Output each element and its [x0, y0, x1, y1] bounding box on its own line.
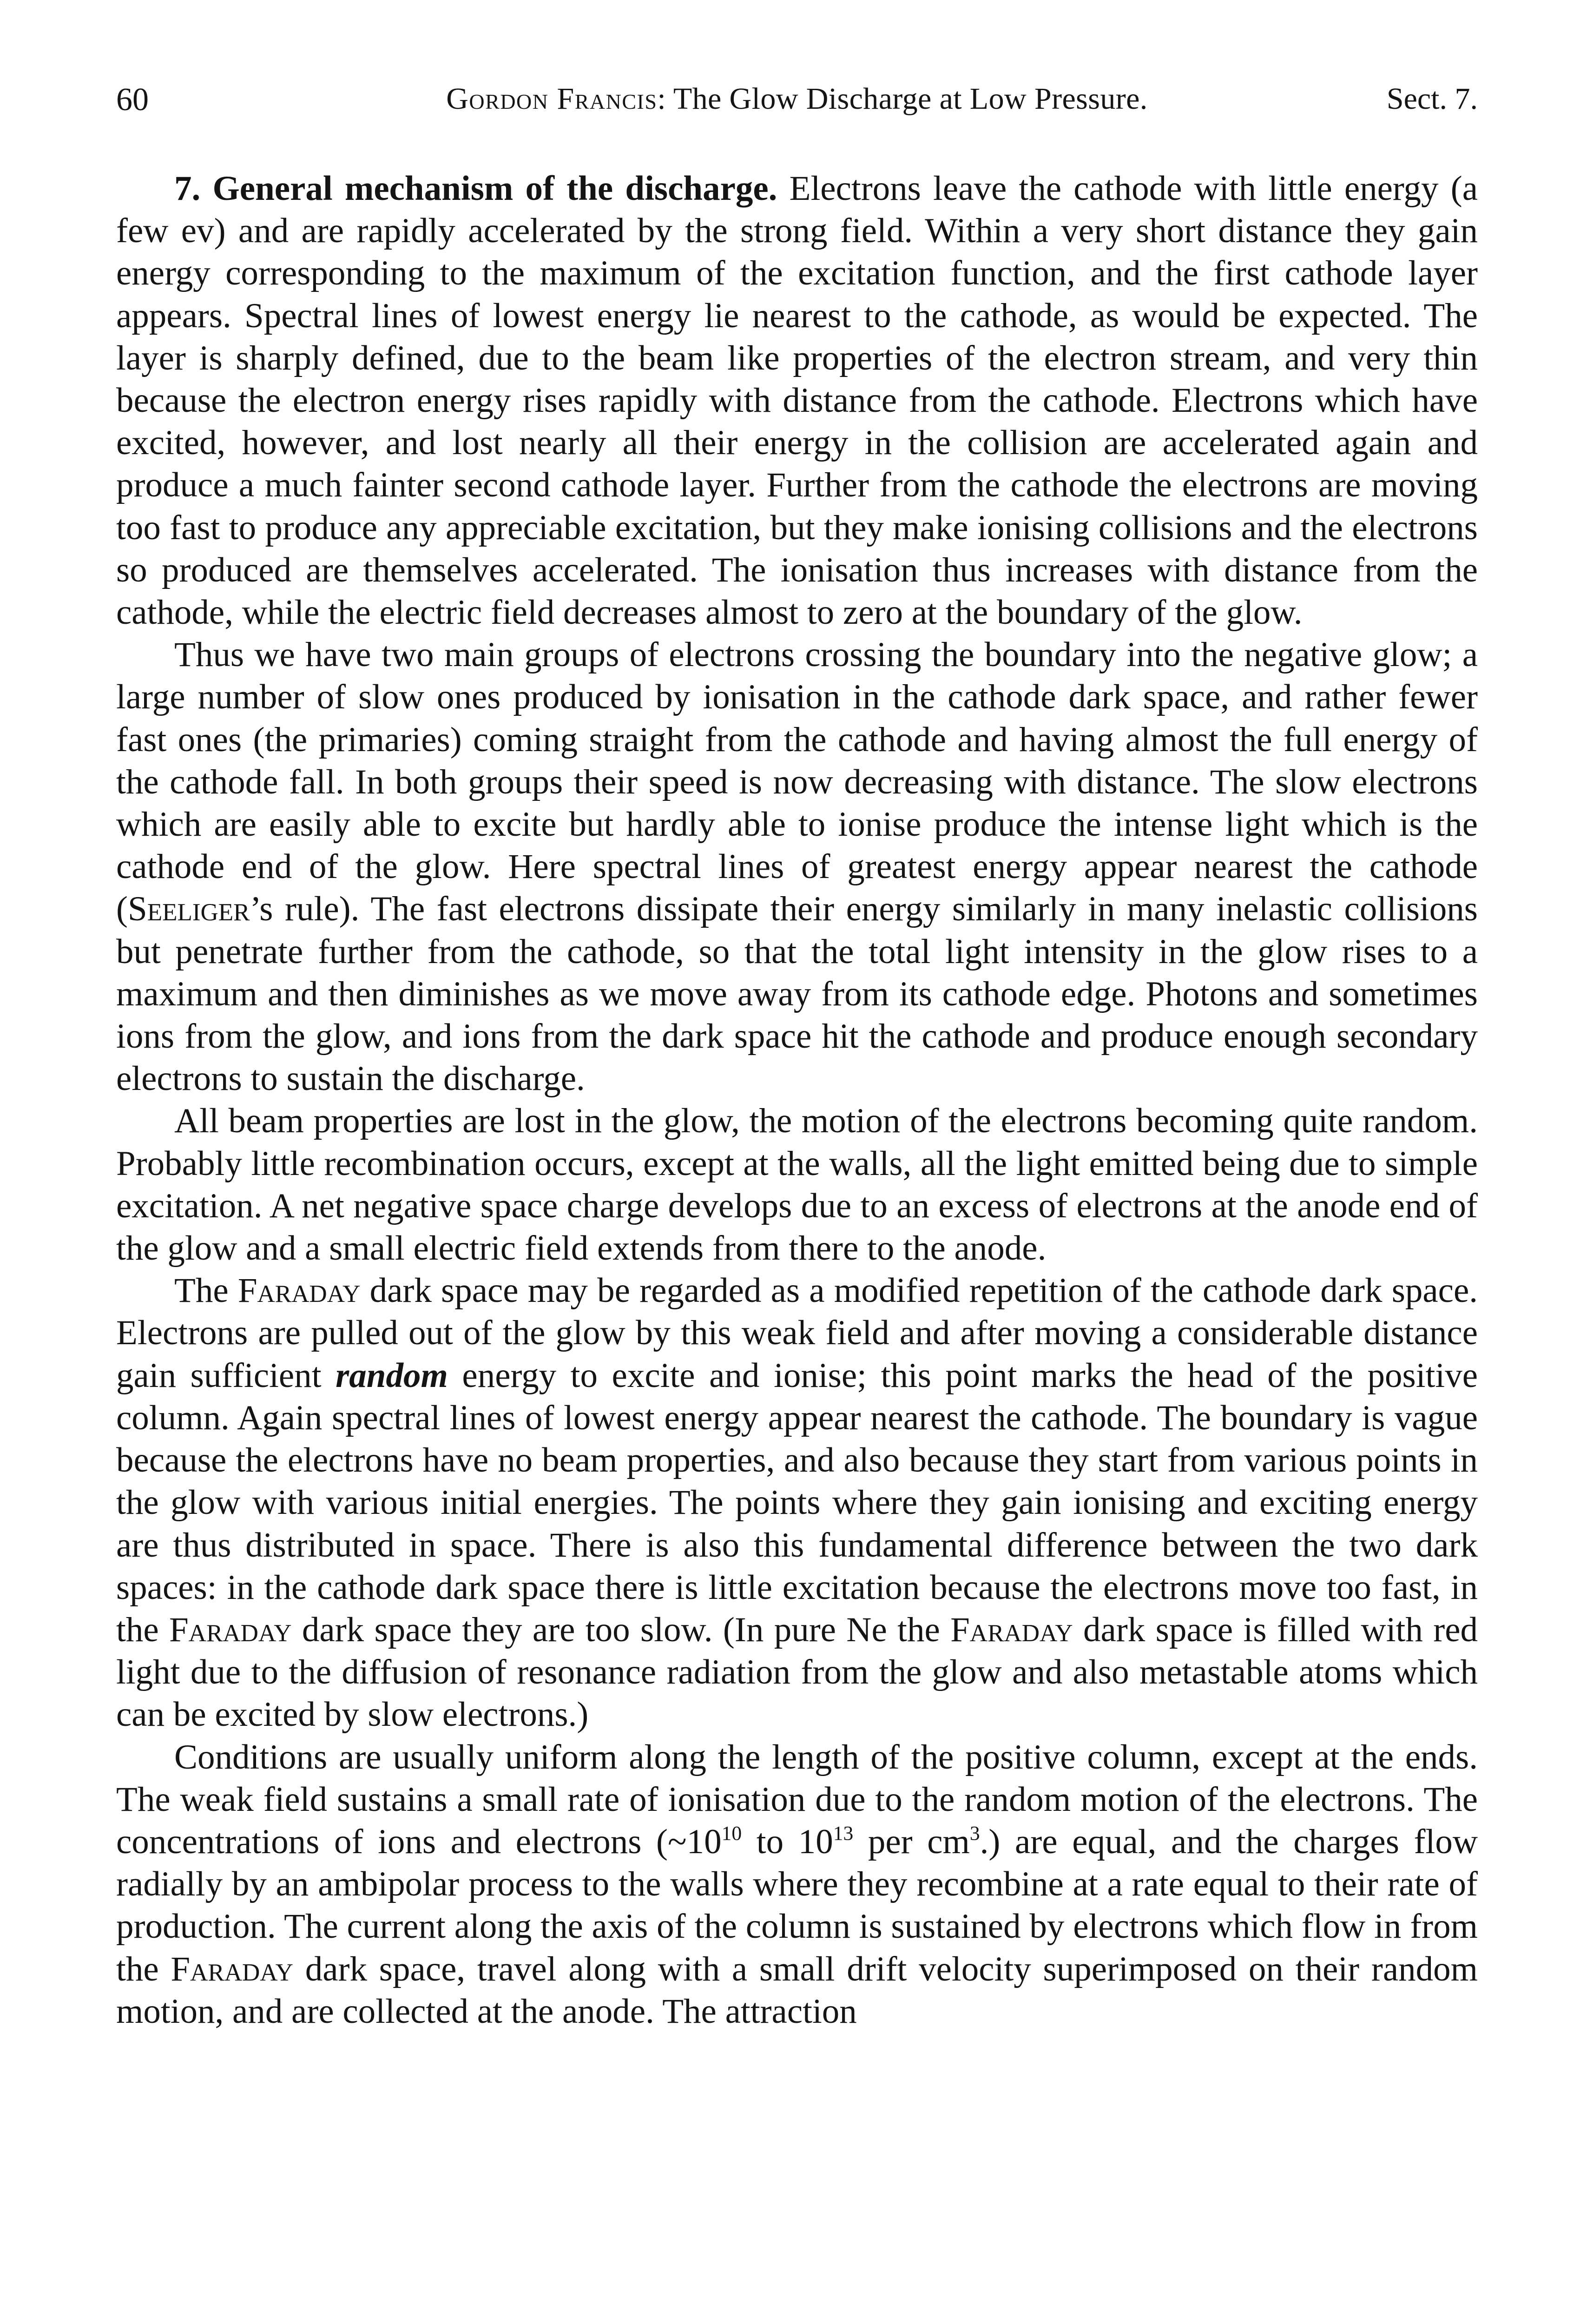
exponent: 13 [833, 1822, 854, 1845]
paragraph-4-text-d: dark space they are too slow. (In pure Ne the [291, 1610, 951, 1649]
exponent: 3 [969, 1822, 980, 1845]
paragraph-5-text-e: dark space, travel along with a small drift velocity superimposed on their random motion, and are collected at the anode. The attraction [116, 1949, 1478, 2031]
paragraph-2-text-a: Thus we have two main groups of electrons crossing the boundary into the negative glow; a large number of slow ones produced by ionisation in the cathode dark space, and rather fewer fast ones (the primaries) coming straight from the cathode and having almost the full energy of the cathode fall. In both groups their speed is now decreasing with distance. The slow electrons which are easily able to excite but hardly able to ionise produce the intense light which is the cathode end of the glow. Here spectral lines of greatest energy appear nearest the cathode ( [116, 635, 1478, 929]
paragraph-2-text-b: ’s rule). The fast electrons dissipate their energy similarly in many inelastic collisions but penetrate further from the cathode, so that the total light intensity in the glow rises to a maximum and then diminishes as we move away from its cathode edge. Photons and sometimes ions from the glow, and ions from the dark space hit the cathode and produce enough secondary electrons to sustain the discharge. [116, 890, 1478, 1098]
name-faraday: Faraday [950, 1610, 1073, 1649]
paragraph-4 [116, 1269, 1478, 1736]
paragraph-5-text-d: .) are equal, and the charges flow radially by an ambipolar process to the walls where they recombine at a rate equal to their rate of production. The current along the axis of the column is sustained by electrons which flow in from the [116, 1822, 1478, 1988]
name-faraday: Faraday [237, 1271, 361, 1310]
paragraph-1 [116, 167, 1478, 634]
paragraph-5-text-c: per cm [853, 1822, 970, 1861]
author-name: Gordon Francis [446, 82, 658, 116]
page-number: 60 [116, 82, 149, 118]
paragraph-5 [116, 1736, 1478, 2033]
paragraph-1-text: Electrons leave the cathode with little energy (a few ev) and are rapidly accelerated by the strong field. Within a very short distance they gain energy corresponding to the maximum of the excitation function, and the first cathode layer appears. Spectral lines of lowest energy lie nearest to the cathode, as would be expected. The layer is sharply defined, due to the beam like properties of the electron stream, and very thin because the electron energy rises rapidly with distance from the cathode. Electrons which have excited, however, and lost nearly all their energy in the collision are accelerated again and produce a much fainter second cathode layer. Further from the cathode the electrons are moving too fast to produce any appreciable excitation, but they make ionising collisions and the electrons so produced are themselves accelerated. The ionisation thus increases with distance from the cathode, while the electric field decreases almost to zero at the boundary of the glow. [116, 169, 1478, 632]
emphasis-random: random [336, 1356, 448, 1395]
paragraph-4-text-b: dark space may be regarded as a modified repetition of the cathode dark space. Electrons are pulled out of the glow by this weak field and after moving a considerable distance gain sufficient [116, 1271, 1478, 1395]
paragraph-4-text-c: energy to excite and ionise; this point marks the head of the positive column. Again spectral lines of lowest energy appear nearest the cathode. The boundary is vague because the electrons have no beam properties, and also because they start from various points in the glow with various initial energies. The points where they gain ionising and exciting energy are thus distributed in space. There is also this fundamental difference between the two dark spaces: in the cathode dark space there is little excitation because the electrons move too fast, in the [116, 1356, 1478, 1649]
paragraph-5-text-b: to 10 [742, 1822, 833, 1861]
paragraph-4-text-e: dark space is filled with red light due to the diffusion of resonance radiation from the glow and also metastable atoms which can be excited by slow electrons.) [116, 1610, 1478, 1734]
body-text [116, 167, 1478, 2033]
running-title [116, 82, 1478, 118]
name-faraday: Faraday [169, 1610, 292, 1649]
section-heading: 7. General mechanism of the discharge. [174, 169, 777, 208]
exponent: 10 [721, 1822, 742, 1845]
paragraph-4-text-a: The [174, 1271, 238, 1310]
paragraph-5-text-a: Conditions are usually uniform along the length of the positive column, except at the ends. The weak field sustains a small rate of ionisation due to the random motion of the electrons. The concentrations of ions and electrons (~10 [116, 1737, 1478, 1861]
section-label: Sect. 7. [1386, 82, 1478, 116]
name-faraday: Faraday [171, 1949, 293, 1988]
name-seeliger: Seeliger [127, 890, 250, 929]
paragraph-2 [116, 634, 1478, 1100]
running-title-text: : The Glow Discharge at Low Pressure. [657, 82, 1148, 116]
paragraph-3: All beam properties are lost in the glow, the motion of the electrons becoming quite random. Probably little recombination occurs, except at the walls, all the light emitted being due to simple excitation. A net negative space charge develops due to an excess of electrons at the anode end of the glow and a small electric field extends from there to the anode. [116, 1102, 1478, 1268]
